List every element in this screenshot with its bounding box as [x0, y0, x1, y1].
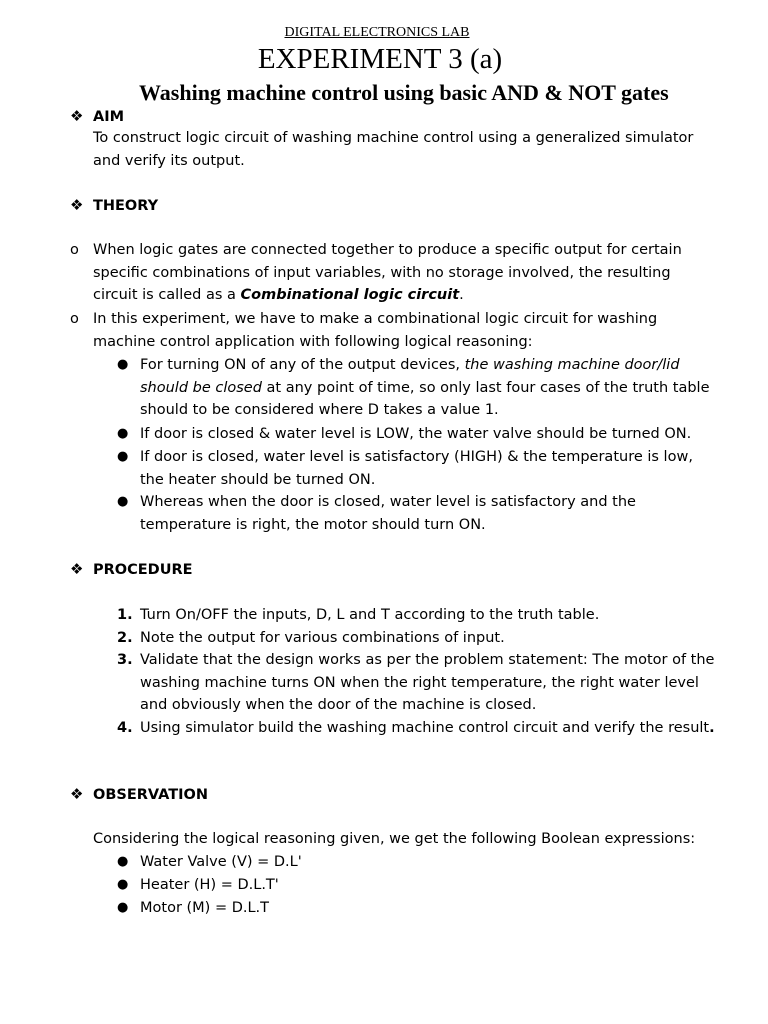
reasoning-bullet-1-text	[140, 354, 720, 422]
filled-circle-bullet-icon: ●	[117, 877, 129, 892]
circle-outline-bullet-icon: o	[70, 242, 79, 258]
reasoning-bullet-4-text: Whereas when the door is closed, water level is satisfactory and the temperature is right, the motor should turn ON.	[140, 494, 636, 533]
reasoning-bullet-1-start: For turning ON of any of the output devices,	[140, 357, 465, 373]
step-number: 1.	[117, 607, 133, 623]
reasoning-bullet-2-text: If door is closed & water level is LOW, the water valve should be turned ON.	[140, 426, 692, 442]
filled-circle-bullet-icon: ●	[117, 494, 129, 509]
expression-text: Water Valve (V) = D.L'	[140, 854, 302, 870]
theory-heading	[70, 196, 158, 214]
diamond-bullet-icon: ❖	[70, 785, 84, 803]
experiment-subtitle: Washing machine control using basic AND & NOT gates	[139, 80, 669, 105]
aim-heading	[70, 107, 124, 125]
theory-item-2-text: In this experiment, we have to make a combinational logic circuit for washing machine control application with following logical reasoning:	[93, 311, 658, 350]
step-number: 3.	[117, 652, 133, 668]
reasoning-bullet-1-end: at any point of time, so only last four cases of the truth table should to be considered where D takes a value 1.	[140, 379, 710, 419]
theory-item-1-text	[93, 239, 708, 307]
observation-intro: Considering the logical reasoning given, we get the following Boolean expressions:	[93, 831, 696, 847]
filled-circle-bullet-icon: ●	[117, 449, 129, 464]
step-4-period: .	[709, 720, 715, 736]
combinational-logic-term: Combinational logic circuit	[240, 287, 460, 304]
expression-text: Motor (M) = D.L.T	[140, 900, 270, 916]
lab-title: DIGITAL ELECTRONICS LAB	[284, 25, 470, 40]
filled-circle-bullet-icon: ●	[117, 357, 129, 372]
step-text: Validate that the design works as per the problem statement: The motor of the washing machine turns ON when the right temperature, the right water level and obviously when the door of the machine is closed.	[140, 652, 715, 714]
aim-heading-label: AIM	[93, 109, 125, 125]
reasoning-bullet-3-text: If door is closed, water level is satisfactory (HIGH) & the temperature is low, the heater should be turned ON.	[140, 449, 693, 488]
filled-circle-bullet-icon: ●	[117, 900, 129, 915]
step-number: 2.	[117, 630, 133, 646]
step-number: 4.	[117, 720, 133, 736]
procedure-heading-label: PROCEDURE	[93, 562, 193, 578]
filled-circle-bullet-icon: ●	[117, 854, 129, 869]
diamond-bullet-icon: ❖	[70, 560, 84, 578]
aim-text: To construct logic circuit of washing machine control using a generalized simulator and verify its output.	[93, 130, 694, 169]
step-4-text-main: Using simulator build the washing machine control circuit and verify the result	[140, 720, 710, 736]
step-text: Turn On/OFF the inputs, D, L and T according to the truth table.	[140, 607, 600, 623]
observation-heading	[70, 785, 208, 803]
theory-heading-label: THEORY	[93, 198, 159, 214]
theory-item-1-text-start: When logic gates are connected together to produce a specific output for certain specific combinations of input variables, with no storage involved, the resulting circuit is called as a	[93, 242, 682, 304]
expression-text: Heater (H) = D.L.T'	[140, 877, 279, 893]
experiment-title: EXPERIMENT 3 (a)	[257, 43, 503, 75]
circle-outline-bullet-icon: o	[70, 311, 79, 327]
diamond-bullet-icon: ❖	[70, 107, 84, 125]
filled-circle-bullet-icon: ●	[117, 426, 129, 441]
step-text: Note the output for various combinations of input.	[140, 630, 505, 646]
reasoning-bullet-1-emphasis: the washing machine door/lid should be closed	[140, 357, 680, 396]
theory-item-1-text-end: .	[459, 287, 464, 304]
procedure-heading	[70, 560, 193, 578]
diamond-bullet-icon: ❖	[70, 196, 84, 214]
observation-heading-label: OBSERVATION	[93, 787, 208, 803]
step-text	[140, 717, 720, 740]
